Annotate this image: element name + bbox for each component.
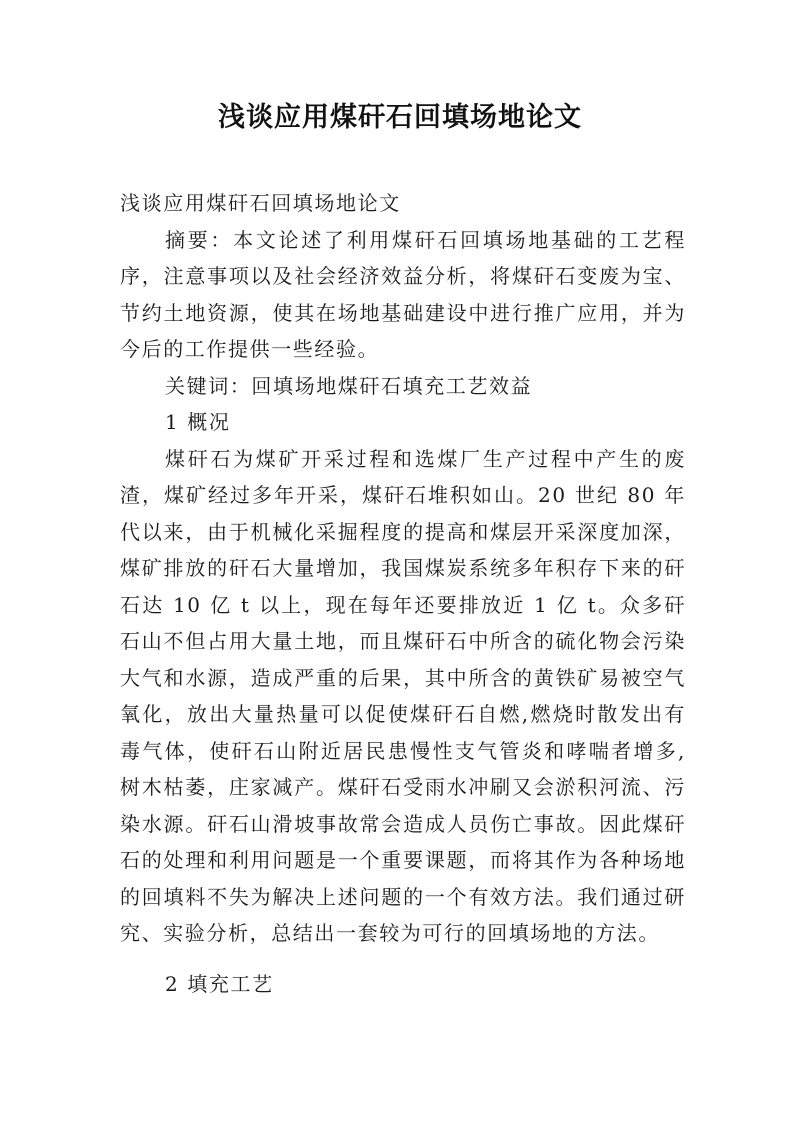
keywords-line: 关键词：回填场地煤矸石填充工艺效益 — [165, 373, 533, 398]
section-1-paragraph: 煤矸石为煤矿开采过程和选煤厂生产过程中产生的废渣，煤矿经过多年开采，煤矸石堆积如山。20 世纪 80 年代以来，由于机械化采掘程度的提高和煤层开采深度加深，煤矿排放的矸石大量增加，我国煤炭系统多年积存下来的矸石达 10 亿 t 以上，现在每年还要排放近 1 亿 t。众多矸石山不但占用大量土地，而且煤矸石中所含的硫化物会污染大气和水源，造成严重的后果，其中所含的黄铁矿易被空气氧化，放出大量热量可以促使煤矸石自燃,燃烧时散发出有毒气体，使矸石山附近居民患慢性支气管炎和哮喘者增多,树木枯萎，庄家减产。煤矸石受雨水冲刷又会淤积河流、污染水源。矸石山滑坡事故常会造成人员伤亡事故。因此煤矸石的处理和利用问题是一个重要课题，而将其作为各种场地的回填料不失为解决上述问题的一个有效方法。我们通过研究、实验分析，总结出一套较为可行的回填场地的方法。 — [120, 446, 686, 945]
abstract-paragraph: 摘要：本文论述了利用煤矸石回填场地基础的工艺程序，注意事项以及社会经济效益分析，将煤矸石变废为宝、节约土地资源，使其在场地基础建设中进行推广应用，并为今后的工作提供一些经验。 — [120, 227, 686, 361]
section-1-heading: 1 概况 — [165, 410, 231, 434]
document-subtitle: 浅谈应用煤矸石回填场地论文 — [120, 191, 401, 215]
section-2-heading: 2 填充工艺 — [165, 971, 274, 996]
document-title: 浅谈应用煤矸石回填场地论文 — [218, 102, 582, 133]
document-body — [120, 185, 686, 1002]
